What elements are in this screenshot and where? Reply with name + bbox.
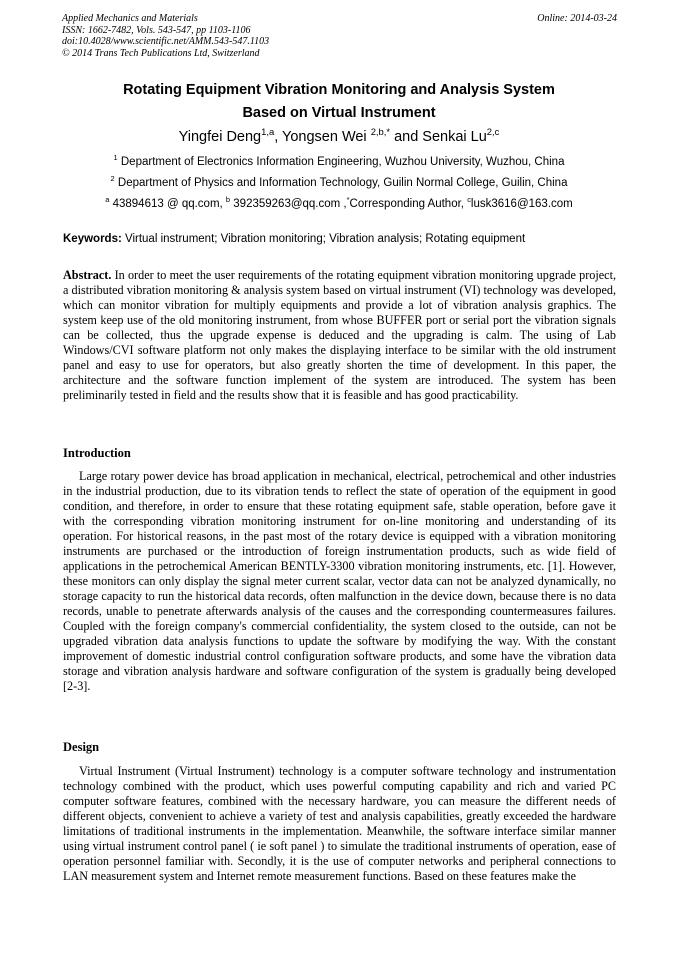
email-superscript: c — [467, 195, 471, 205]
title-line-1: Rotating Equipment Vibration Monitoring and Analysis System — [123, 82, 555, 98]
email-text: lusk3616@163.com — [470, 198, 573, 210]
abstract-label: Abstract. — [63, 268, 112, 282]
keywords-label: Keywords: — [63, 233, 122, 245]
author-name: Yingfei Deng — [178, 129, 262, 145]
affiliation-1 — [60, 153, 618, 168]
email-text: 392359263@qq.com , — [230, 198, 347, 210]
copyright-line: © 2014 Trans Tech Publications Ltd, Switzerland — [62, 47, 260, 59]
author-name: Yongsen Wei — [282, 129, 371, 145]
journal-name: Applied Mechanics and Materials — [62, 13, 198, 24]
author-superscript: 2,b,* — [370, 126, 391, 138]
journal-header — [62, 13, 617, 59]
keywords-text: Virtual instrument; Vibration monitoring; Vibration analysis; Rotating equipment — [121, 233, 526, 245]
issn-line: ISSN: 1662-7482, Vols. 543-547, pp 1103-1106 — [62, 24, 251, 36]
online-date: Online: 2014-03-24 — [537, 13, 617, 24]
affiliation-superscript: 1 — [113, 153, 118, 163]
paper-title — [60, 79, 618, 125]
introduction-body — [63, 469, 616, 694]
email-text: 43894613 @ qq.com, — [109, 198, 226, 210]
affiliation-superscript: 2 — [110, 174, 115, 184]
author-list — [60, 126, 618, 145]
affiliation-text: Department of Electronics Information Engineering, Wuzhou University, Wuzhou, China — [120, 156, 565, 168]
author-superscript: 1,a — [261, 126, 275, 138]
email-superscript: b — [225, 195, 231, 205]
author-name: Senkai Lu — [422, 129, 487, 145]
email-line — [60, 195, 618, 210]
introduction-heading: Introduction — [63, 446, 131, 460]
keywords — [63, 233, 616, 245]
doi-line: doi:10.4028/www.scientific.net/AMM.543-547.1103 — [62, 36, 270, 47]
design-paragraph: Virtual Instrument (Virtual Instrument) technology is a computer software technology and instrumentation technology combined with the product, which uses powerful computing capability and rich and varied PC computer software features, combined with the necessary hardware, you can measure the different needs of different objects, convenient to achieve a variety of test and analysis capabilities, greatly exceeded the hardware limitations of traditional instruments in the implementation. Meanwhile, the software interface similar manner using virtual instrument control panel ( ie soft panel ) to simulate the traditional instruments of operation, ease of operation personnel familiar with. Secondly, it is the use of computer networks and peripheral connections to LAN measurement system and Internet remote measurement functions. Based on these features make the — [63, 764, 616, 883]
author-superscript: 2,c — [486, 126, 500, 138]
affiliation-2 — [60, 174, 618, 189]
author-separator: , — [274, 129, 282, 145]
corresponding-superscript: * — [346, 195, 350, 205]
design-body — [63, 764, 616, 884]
abstract-text: In order to meet the user requirements of the rotating equipment vibration monitoring upgrade project, a distributed vibration monitoring & analysis system based on virtual instrument (VI) technology was developed, which can monitor vibration for multiply equipments and provide a lot of vibration analysis graphics. The system keep use of the old monitoring instrument, from whose BUFFER port or serial port the vibration signals can be collected, thus the upgrade expense is deduced and the upgrading is calm. The using of Lab Windows/CVI software platform not only makes the displaying interface to be similar with the old instrument panel and easy to use for operators, but also greatly shorten the time of development. In this paper, the architecture and the software function implement of the system are introduced. The system has been preliminarily tested in field and the results show that it is feasible and has good practicability. — [63, 268, 616, 402]
affiliation-text: Department of Physics and Information Technology, Guilin Normal College, Guilin, China — [117, 177, 568, 189]
design-heading: Design — [63, 740, 100, 754]
introduction-paragraph: Large rotary power device has broad application in mechanical, electrical, petrochemical and other industries in the industrial production, due to its vibration tends to reflect the state of operation of the equipment in good condition, and therefore, in order to ensure that these rotating equipment safe, stable operation, before gave it with the corresponding vibration monitoring instrument for on-line monitoring and understanding of its operation. For historical reasons, in the past most of the rotary device is equipped with a vibration monitoring instruments are purchased or the introduction of foreign instrumentation products, such as wide field of applications in the petrochemical American BENTLY-3300 vibration monitoring instruments, etc. [1]. However, these monitors can only display the signal meter current scalar, vector data can not be analyzed dynamically, no storage capacity to run the historical data records, often malfunction in the device down, because there is no data records, unable to penetrate afterwards analysis of the causes and the corresponding countermeasures failures. Coupled with the foreign company's commercial confidentiality, the system closed to the outside, can not be upgraded vibration data analysis functions to update the software by modifying the way. With the constant improvement of domestic industrial control configuration software products, and some have the vibration data storage and vibration analysis hardware and software configuration of the system is gradually being developed [2-3]. — [63, 469, 616, 693]
title-line-2: Based on Virtual Instrument — [242, 105, 436, 121]
email-superscript: a — [105, 195, 110, 205]
author-separator: and — [390, 129, 423, 145]
abstract — [63, 268, 616, 403]
corresponding-text: Corresponding Author, — [349, 198, 468, 210]
